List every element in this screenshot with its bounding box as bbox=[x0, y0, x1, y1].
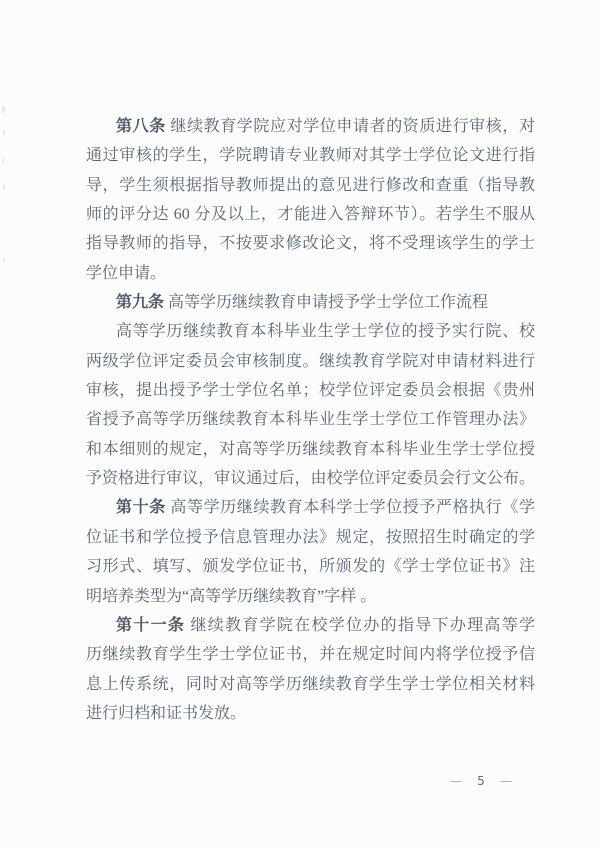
line-text: 高等学历继续教育本科毕业生学士学位的授予实行院、校 bbox=[116, 323, 535, 341]
line-text: 高等学历继续教育本科学士学位授予严格执行《学 bbox=[170, 499, 535, 517]
text-line bbox=[86, 699, 535, 728]
text-line bbox=[86, 464, 535, 493]
text-line bbox=[86, 171, 535, 200]
line-text: 明培养类型为“高等学历继续教育”字样 。 bbox=[86, 587, 377, 605]
footer-dash-left: — bbox=[450, 774, 462, 788]
line-text: 习形式、填写、颁发学位证书，所颁发的《学士学位证书》注 bbox=[86, 558, 535, 576]
line-text: 和本细则的规定，对高等学历继续教育本科毕业生学士学位授 bbox=[86, 440, 535, 458]
article-number: 第八条 bbox=[116, 118, 166, 135]
line-text: 导，学生须根据指导教师提出的意见进行修改和查重（指导教 bbox=[86, 176, 535, 194]
text-line bbox=[86, 611, 535, 640]
text-line bbox=[86, 112, 535, 141]
line-text: 师的评分达 60 分及以上，才能进入答辩环节）。若学生不服从 bbox=[86, 206, 535, 224]
scan-artifact bbox=[3, 184, 5, 190]
line-text: 继续教育学院应对学位申请者的资质进行审核，对 bbox=[170, 118, 535, 135]
text-line bbox=[86, 200, 535, 229]
text-line bbox=[86, 493, 535, 522]
line-text: 继续教育学院在校学位办的指导下办理高等学 bbox=[190, 616, 535, 634]
line-text: 予资格进行审议，审议通过后，由校学位评定委员会行文公布。 bbox=[86, 470, 535, 488]
line-text: 省授予高等学历继续教育本科毕业生学士学位工作管理办法》 bbox=[86, 411, 535, 429]
text-line bbox=[86, 640, 535, 669]
line-text: 通过审核的学生，学院聘请专业教师对其学士学位论文进行指 bbox=[86, 147, 535, 165]
text-line bbox=[86, 259, 535, 288]
line-text: 指导教师的指导，不按要求修改论文，将不受理该学生的学士 bbox=[86, 235, 535, 253]
page-number: 5 bbox=[477, 774, 485, 788]
text-line bbox=[86, 317, 535, 346]
article-number: 第九条 bbox=[116, 294, 165, 312]
line-text: 审核，提出授予学士学位名单；校学位评定委员会根据《贵州 bbox=[86, 382, 535, 400]
scan-artifact bbox=[2, 158, 4, 163]
document-text-block bbox=[86, 112, 535, 728]
text-line bbox=[86, 405, 535, 434]
article-number: 第十一条 bbox=[116, 616, 186, 634]
line-text: 高等学历继续教育申请授予学士学位工作流程 bbox=[168, 294, 489, 312]
text-line bbox=[86, 582, 535, 611]
text-line bbox=[86, 552, 535, 581]
scan-artifact bbox=[2, 106, 5, 113]
text-line bbox=[86, 141, 535, 170]
scan-artifact bbox=[3, 258, 5, 262]
article-number: 第十条 bbox=[116, 499, 166, 517]
scan-artifact bbox=[3, 130, 5, 135]
text-line bbox=[86, 523, 535, 552]
page-footer bbox=[450, 774, 512, 788]
footer-dash-right: — bbox=[499, 774, 512, 788]
line-text: 进行归档和证书发放。 bbox=[86, 704, 247, 722]
text-line bbox=[86, 435, 535, 464]
line-text: 两级学位评定委员会审核制度。继续教育学院对申请材料进行 bbox=[86, 352, 535, 370]
text-line bbox=[86, 347, 535, 376]
line-text: 历继续教育学生学士学位证书，并在规定时间内将学位授予信 bbox=[86, 646, 535, 664]
line-text: 学位申请。 bbox=[86, 264, 167, 282]
text-line bbox=[86, 229, 535, 258]
text-line bbox=[86, 376, 535, 405]
line-text: 位证书和学位授予信息管理办法》规定，按照招生时确定的学 bbox=[86, 528, 535, 546]
text-line bbox=[86, 670, 535, 699]
line-text: 息上传系统，同时对高等学历继续教育学生学士学位相关材料 bbox=[86, 675, 535, 693]
text-line bbox=[86, 288, 535, 317]
